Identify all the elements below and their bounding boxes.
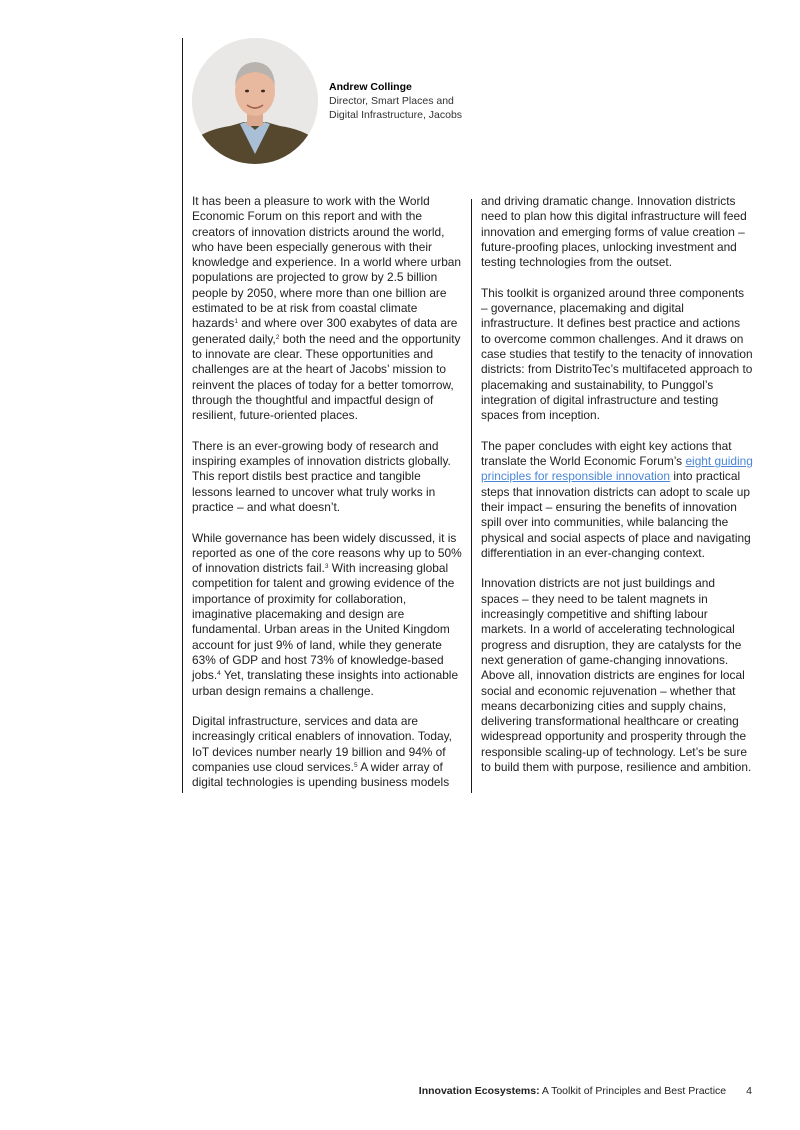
text-run: It has been a pleasure to work with the World Economic Forum on this report and with the creators of innovation districts around the world, who have been especially generous with their knowledge and experience. In a world where urban populations are projected to grow by 2.5 billion people by 2050, where more than one billion are estimated to be at risk from coastal climate hazards <box>192 194 462 331</box>
footer-subtitle: A Toolkit of Principles and Best Practice <box>539 1085 727 1097</box>
paragraph: Innovation districts are not just buildings and spaces – they need to be talent magnets in increasingly competitive and shifting labour markets. In a world of accelerating technological progress and disruption, they are catalysts for the next generation of game-changing innovations. Above all, innovation districts are engines for local social and economic rejuvenation – whether that means decarbonizing cities and supply chains, delivering transformational healthcare or creating widespread opportunity and prosperity through the responsible scaling-up of technology. Let’s be sure to build them with purpose, resilience and ambition. <box>481 576 752 774</box>
left-column <box>192 194 464 791</box>
author-role-line-1: Director, Smart Places and <box>329 95 454 107</box>
paragraph: There is an ever-growing body of research and inspiring examples of innovation districts globally. This report distils best practice and tangible lessons learned to uncover what truly works in practice – and what doesn’t. <box>192 438 451 514</box>
left-margin-rule <box>182 38 183 793</box>
footnote-ref: 4 <box>217 670 221 678</box>
author-role-line-2: Digital Infrastructure, Jacobs <box>329 109 463 121</box>
text-run: both the need and the opportunity to innovate are clear. These opportunities and challenges are at the heart of Jacobs’ mission to reinvent the places of today for a better tomorrow, through the thoughtful and impactful design of resilient, future-oriented places. <box>192 331 461 423</box>
footnote-ref: 1 <box>234 318 238 326</box>
paragraph: This toolkit is organized around three components – governance, placemaking and digital infrastructure. It defines best practice and actions to overcome common challenges. And it draws on case studies that testify to the tenacity of innovation districts: from DistritoTec’s multifaceted approach to placemaking and sustainability, to Punggol’s integration of digital infrastructure and testing spaces from inception. <box>481 285 753 423</box>
text-run: While governance has been widely discussed, it is reported as one of the core reasons why up to 50% of innovation districts fail. <box>192 530 462 576</box>
footnote-ref: 3 <box>324 563 329 571</box>
author-portrait <box>192 38 318 164</box>
right-column <box>481 194 753 775</box>
paragraph: and driving dramatic change. Innovation districts need to plan how this digital infrastructure will feed innovation and emerging forms of value creation – future-proofing places, unlocking investment and testing technologies from the outset. <box>481 194 747 270</box>
footnote-ref: 2 <box>275 333 280 341</box>
footnote-ref: 5 <box>353 761 358 769</box>
text-run: and where over 300 exabytes of data are generated daily, <box>192 316 458 346</box>
author-name: Andrew Collinge <box>329 81 412 93</box>
author-role <box>329 94 469 122</box>
paragraph <box>481 439 753 561</box>
author-caption <box>329 80 469 122</box>
guiding-principles-link[interactable]: eight guiding principles for responsible innovation <box>481 454 753 484</box>
page-footer <box>419 1085 752 1097</box>
paragraph <box>192 194 464 423</box>
footer-brand: Innovation Ecosystems: <box>418 1085 540 1097</box>
paragraph <box>192 531 464 699</box>
text-run: With increasing global competition for talent and growing evidence of the importance of proximity for collaboration, imaginative placemaking and design are fundamental. Urban areas in the United Kingdom account for just 9% of land, while they generate 63% of GDP and host 73% of knowledge-based jobs. <box>192 561 455 683</box>
text-run: The paper concludes with eight key actions that translate the World Economic Forum’s <box>481 438 732 469</box>
text-run: Yet, translating these insights into actionable urban design remains a challenge. <box>192 668 459 698</box>
text-run: into practical steps that innovation districts can adopt to scale up their impact – ensuring the benefits of innovation spill over into communities, while balancing the physical and social aspects of place and navigating differentiation in an ever-changing context. <box>481 469 751 560</box>
text-run: A wider array of digital technologies is upending business models <box>192 759 450 790</box>
text-run: Digital infrastructure, services and data are increasingly critical enablers of innovation. Today, IoT devices number nearly 19 billion and 94% of companies use cloud services. <box>192 714 452 774</box>
paragraph <box>192 714 464 790</box>
column-divider-rule <box>471 199 472 793</box>
page-number: 4 <box>746 1085 752 1097</box>
